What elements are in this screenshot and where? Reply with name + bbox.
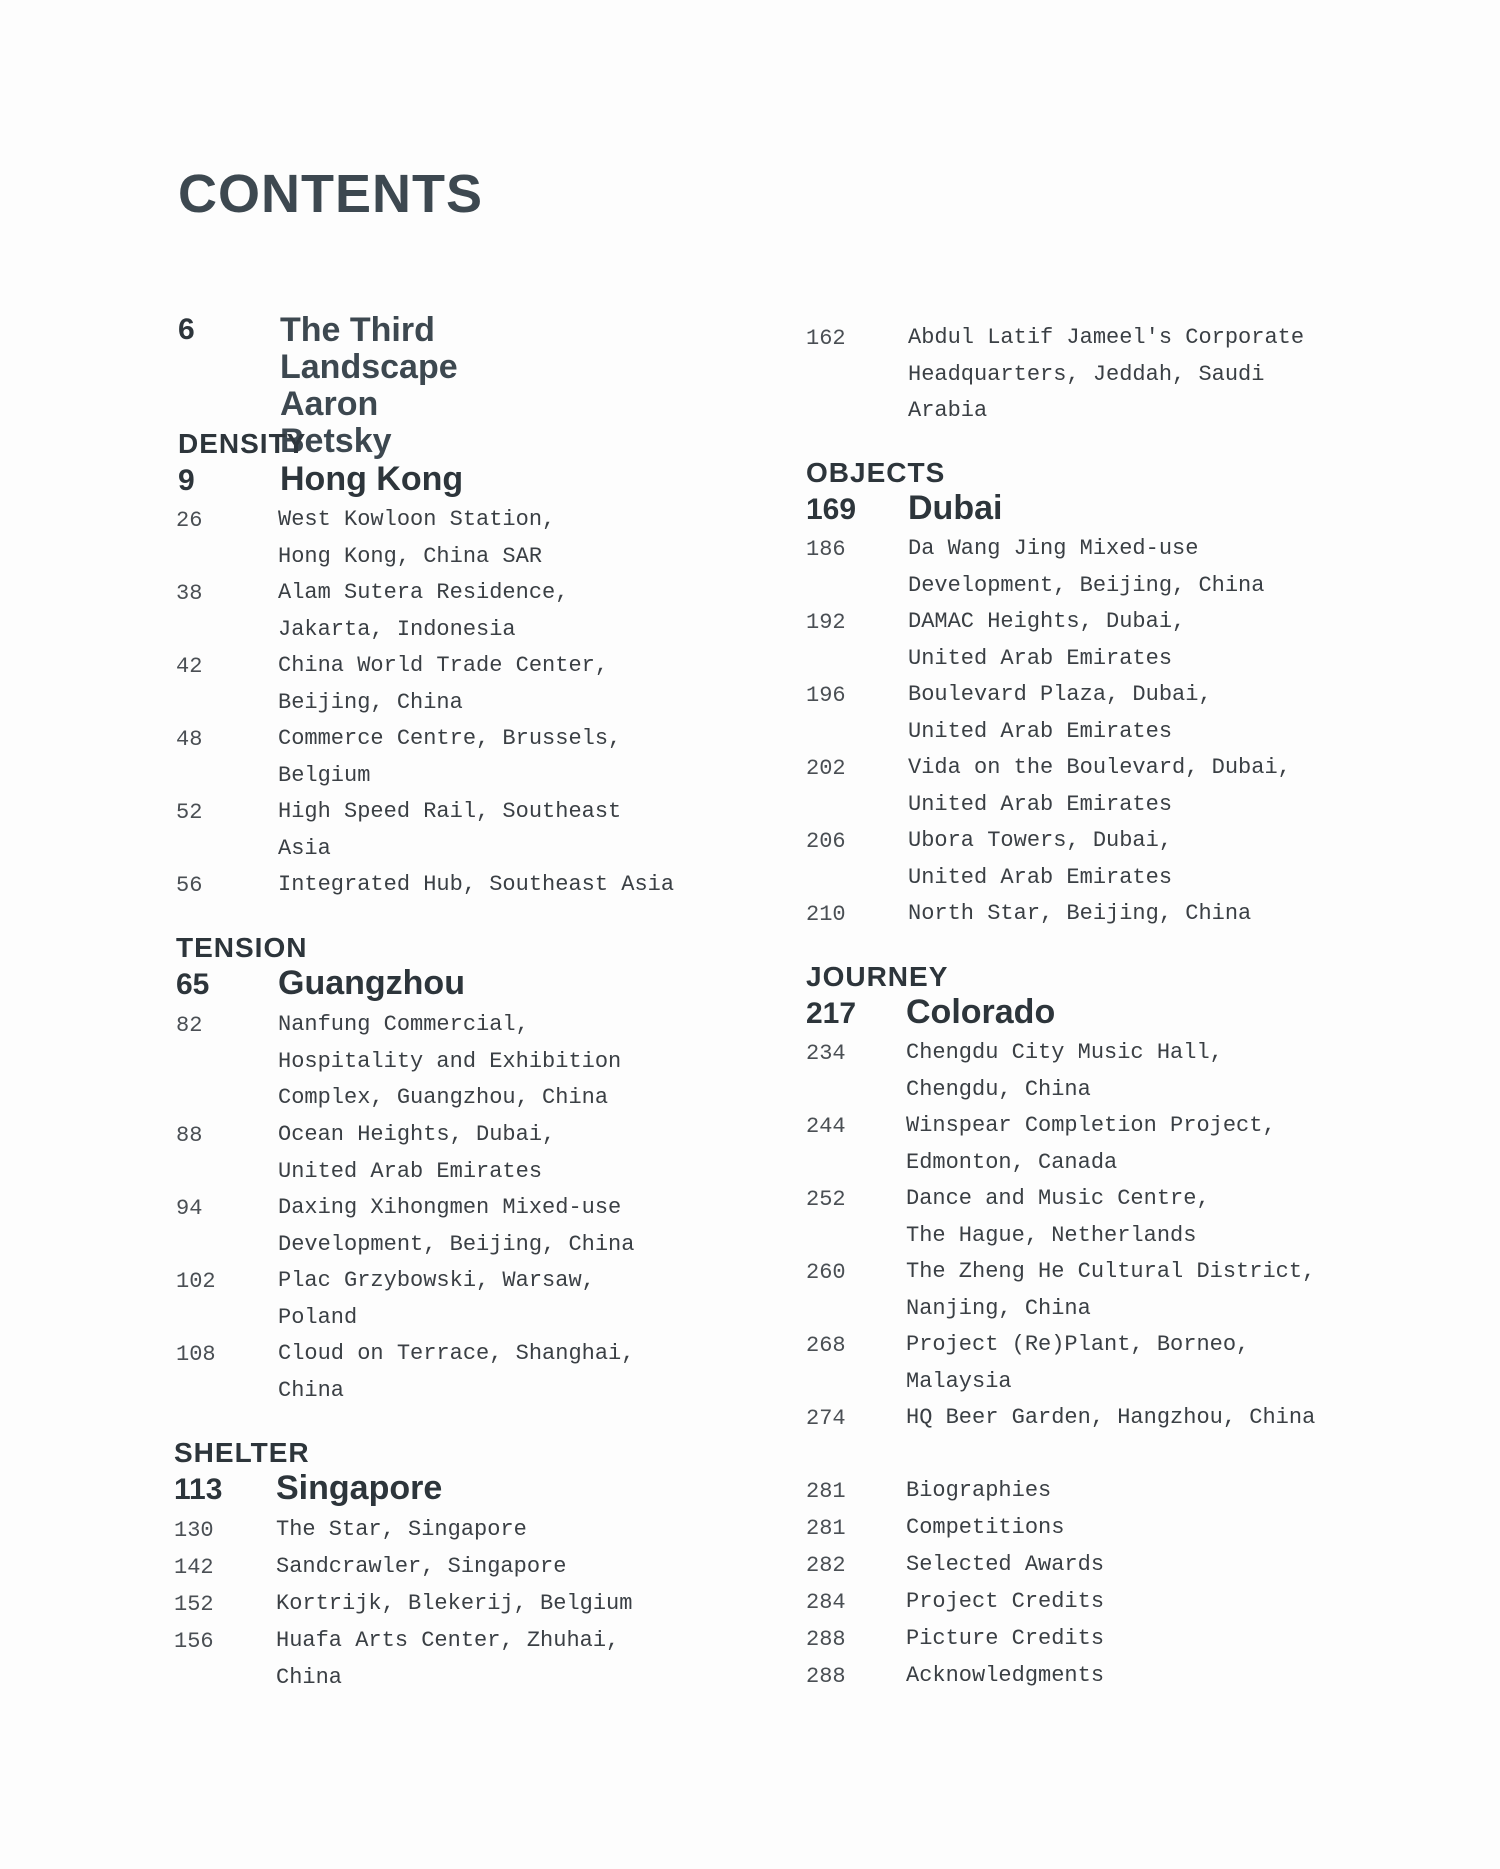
entry-title[interactable]: China World Trade Center, Beijing, China (278, 653, 609, 715)
section-page-tension[interactable]: 65 (176, 968, 210, 1001)
entry-page[interactable]: 48 (176, 727, 203, 752)
entry-page[interactable]: 156 (174, 1629, 214, 1654)
entry-title[interactable]: Da Wang Jing Mixed-use Development, Beijing, China (908, 536, 1265, 598)
section-page-journey[interactable]: 217 (806, 997, 857, 1030)
entry-page[interactable]: 56 (176, 873, 203, 898)
intro-entry[interactable] (280, 312, 458, 460)
entry-page[interactable]: 196 (806, 683, 846, 708)
page-title: CONTENTS (178, 164, 483, 224)
entry-title[interactable]: The Zheng He Cultural District, Nanjing, China (906, 1259, 1316, 1321)
intro-author: Aaron Betsky (280, 385, 392, 460)
entry-title[interactable]: Dance and Music Centre, The Hague, Netherlands (906, 1186, 1210, 1248)
entry-title[interactable]: Integrated Hub, Southeast Asia (278, 872, 675, 897)
entry-title[interactable]: DAMAC Heights, Dubai, United Arab Emirates (908, 609, 1186, 671)
entry-title[interactable]: Huafa Arts Center, Zhuhai, China (276, 1628, 620, 1690)
entry-page[interactable]: 252 (806, 1187, 846, 1212)
entry-page[interactable]: 162 (806, 326, 846, 351)
backmatter-title[interactable]: Picture Credits (906, 1626, 1105, 1651)
entry-title[interactable]: High Speed Rail, Southeast Asia (278, 799, 622, 861)
entry-page[interactable]: 268 (806, 1333, 846, 1358)
section-label-shelter: SHELTER (174, 1437, 310, 1468)
section-city-journey[interactable]: Colorado (906, 993, 1056, 1031)
entry-page[interactable]: 186 (806, 537, 846, 562)
intro-title: The Third Landscape (280, 311, 458, 386)
entry-title[interactable]: Ocean Heights, Dubai, United Arab Emirates (278, 1122, 556, 1184)
entry-page[interactable]: 108 (176, 1342, 216, 1367)
entry-page[interactable]: 244 (806, 1114, 846, 1139)
section-label-density: DENSITY (178, 428, 307, 459)
entry-page[interactable]: 102 (176, 1269, 216, 1294)
section-city-shelter[interactable]: Singapore (276, 1469, 443, 1507)
entry-page[interactable]: 82 (176, 1013, 203, 1038)
backmatter-page[interactable]: 281 (806, 1516, 846, 1541)
entry-title[interactable]: Abdul Latif Jameel's Corporate Headquarters, Jeddah, Saudi Arabia (908, 325, 1305, 424)
entry-title[interactable]: Project (Re)Plant, Borneo, Malaysia (906, 1332, 1250, 1394)
entry-page[interactable]: 52 (176, 800, 203, 825)
entry-title[interactable]: The Star, Singapore (276, 1517, 527, 1542)
entry-page[interactable]: 26 (176, 508, 203, 533)
entry-title[interactable]: Kortrijk, Blekerij, Belgium (276, 1591, 633, 1616)
entry-title[interactable]: Sandcrawler, Singapore (276, 1554, 567, 1579)
entry-page[interactable]: 202 (806, 756, 846, 781)
entry-title[interactable]: Vida on the Boulevard, Dubai, United Arab Emirates (908, 755, 1291, 817)
section-city-objects[interactable]: Dubai (908, 489, 1003, 527)
entry-title[interactable]: HQ Beer Garden, Hangzhou, China (906, 1405, 1316, 1430)
entry-page[interactable]: 192 (806, 610, 846, 635)
section-page-shelter[interactable]: 113 (174, 1473, 223, 1506)
entry-page[interactable]: 206 (806, 829, 846, 854)
section-city-density[interactable]: Hong Kong (280, 460, 464, 498)
backmatter-title[interactable]: Selected Awards (906, 1552, 1105, 1577)
entry-title[interactable]: Alam Sutera Residence, Jakarta, Indonesia (278, 580, 569, 642)
entry-page[interactable]: 210 (806, 902, 846, 927)
backmatter-page[interactable]: 281 (806, 1479, 846, 1504)
entry-title[interactable]: Commerce Centre, Brussels, Belgium (278, 726, 622, 788)
entry-page[interactable]: 130 (174, 1518, 214, 1543)
entry-title[interactable]: North Star, Beijing, China (908, 901, 1252, 926)
entry-title[interactable]: Nanfung Commercial, Hospitality and Exhibition Complex, Guangzhou, China (278, 1012, 622, 1111)
entry-page[interactable]: 42 (176, 654, 203, 679)
entry-page[interactable]: 152 (174, 1592, 214, 1617)
entry-page[interactable]: 94 (176, 1196, 203, 1221)
backmatter-title[interactable]: Acknowledgments (906, 1663, 1105, 1688)
entry-page[interactable]: 142 (174, 1555, 214, 1580)
section-label-tension: TENSION (176, 932, 308, 963)
entry-page[interactable]: 260 (806, 1260, 846, 1285)
section-page-density[interactable]: 9 (178, 464, 195, 497)
backmatter-page[interactable]: 284 (806, 1590, 846, 1615)
backmatter-page[interactable]: 288 (806, 1627, 846, 1652)
entry-page[interactable]: 234 (806, 1041, 846, 1066)
backmatter-page[interactable]: 282 (806, 1553, 846, 1578)
section-page-objects[interactable]: 169 (806, 493, 857, 526)
entry-title[interactable]: Winspear Completion Project, Edmonton, Canada (906, 1113, 1276, 1175)
entry-title[interactable]: Daxing Xihongmen Mixed-use Development, Beijing, China (278, 1195, 635, 1257)
section-city-tension[interactable]: Guangzhou (278, 964, 465, 1002)
entry-title[interactable]: West Kowloon Station, Hong Kong, China SAR (278, 507, 556, 569)
entry-title[interactable]: Plac Grzybowski, Warsaw, Poland (278, 1268, 595, 1330)
entry-title[interactable]: Chengdu City Music Hall, Chengdu, China (906, 1040, 1223, 1102)
entry-title[interactable]: Cloud on Terrace, Shanghai, China (278, 1341, 635, 1403)
entry-page[interactable]: 88 (176, 1123, 203, 1148)
backmatter-title[interactable]: Biographies (906, 1478, 1052, 1503)
section-label-objects: OBJECTS (806, 457, 946, 488)
section-label-journey: JOURNEY (806, 961, 949, 992)
entry-title[interactable]: Ubora Towers, Dubai, United Arab Emirates (908, 828, 1173, 890)
backmatter-page[interactable]: 288 (806, 1664, 846, 1689)
entry-page[interactable]: 38 (176, 581, 203, 606)
backmatter-title[interactable]: Project Credits (906, 1589, 1105, 1614)
entry-page[interactable]: 274 (806, 1406, 846, 1431)
entry-title[interactable]: Boulevard Plaza, Dubai, United Arab Emirates (908, 682, 1212, 744)
backmatter-title[interactable]: Competitions (906, 1515, 1065, 1540)
intro-page[interactable]: 6 (178, 313, 195, 346)
